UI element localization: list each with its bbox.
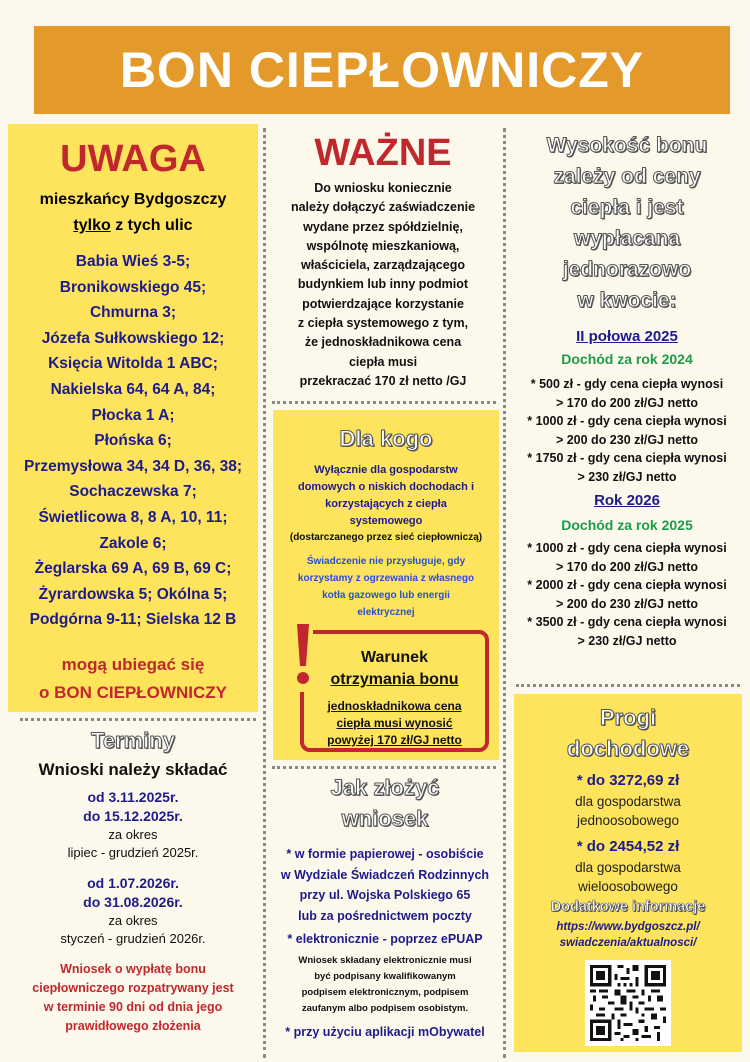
jak-item-line: przy ul. Wojska Polskiego 65: [299, 888, 471, 902]
street-item: Sochaczewska 7;: [69, 483, 197, 501]
terminy-note-line: ciepłowniczego rozpatrywany jest: [32, 981, 234, 995]
page-title: BON CIEPŁOWNICZY: [119, 42, 645, 98]
period2-desc: [8, 912, 258, 948]
street-item: Księcia Witolda 1 ABC;: [48, 355, 218, 373]
wazne-text-line: że jednoskładnikowa cena: [304, 335, 462, 350]
street-item: Bronikowskiego 45;: [59, 278, 207, 296]
warunek-box: [300, 630, 489, 752]
uwaga-footer: [8, 651, 258, 707]
jak-note-line: Wniosek składany elektronicznie musi: [298, 955, 472, 966]
warunek-title-line: Warunek: [361, 649, 428, 666]
wazne-text-line: budynkiem lub inny podmiot: [297, 277, 469, 292]
dla-kogo-note-line: kotła gazowego lub energii: [322, 590, 450, 601]
warunek-text-line: powyżej 170 zł/GJ netto: [327, 733, 462, 747]
period1-desc: [8, 826, 258, 862]
jak-item-app: * przy użyciu aplikacji mObywatel: [285, 1025, 485, 1039]
amount-line: > 200 do 230 zł/GJ netto: [555, 432, 699, 447]
jak-item-electronic: * elektronicznie - poprzez ePUAP: [287, 932, 483, 946]
street-item: Józefa Sułkowskiego 12;: [41, 329, 225, 347]
wazne-text-line: potwierdzające korzystanie: [302, 296, 464, 311]
jak-section: [270, 772, 500, 1039]
dla-kogo-text: [273, 462, 499, 530]
wysokosc-heading-line: Wysokość bonu: [546, 134, 708, 157]
street-item: Żyrardowska 5; Okólna 5;: [38, 585, 228, 603]
info-link-line[interactable]: https://www.bydgoszcz.pl/: [556, 921, 700, 933]
warunek-text: [304, 698, 485, 749]
dla-kogo-heading: Dla kogo: [339, 426, 433, 451]
period1-end: do 15.12.2025r.: [83, 808, 183, 824]
amount-line: * 500 zł - gdy cena ciepła wynosi: [530, 377, 724, 391]
threshold-desc-line: dla gospodarstwa: [575, 794, 681, 809]
amount-line: * 1000 zł - gdy cena ciepła wynosi: [527, 414, 727, 428]
amount-line: * 1000 zł - gdy cena ciepła wynosi: [527, 541, 727, 555]
street-item: Płocka 1 A;: [91, 406, 175, 424]
dla-kogo-line: Wyłącznie dla gospodarstw: [314, 464, 458, 476]
jak-item-line: * w formie papierowej - osobiście: [286, 847, 484, 861]
street-item: Żeglarska 69 A, 69 B, 69 C;: [34, 560, 232, 578]
wazne-section: [270, 128, 496, 391]
wysokosc-heading-line: jednorazowo: [562, 258, 692, 281]
title-banner: [34, 26, 730, 114]
threshold-single: * do 3272,69 zł: [576, 772, 680, 789]
amount-line: > 230 zł/GJ netto: [577, 469, 677, 484]
divider: [516, 684, 740, 687]
terminy-sub: Wnioski należy składać: [38, 760, 228, 779]
jak-item-line: lub za pośrednictwem poczty: [298, 908, 472, 923]
period2-desc-line: za okres: [108, 913, 158, 928]
wazne-text-line: z ciepła systemowego z tym,: [297, 316, 469, 331]
uwaga-heading: UWAGA: [60, 138, 206, 180]
wysokosc-heading-line: ciepła i jest: [570, 196, 684, 219]
uwaga-sub1: mieszkańcy Bydgoszczy: [39, 191, 227, 208]
period2-end: do 31.08.2026r.: [83, 894, 183, 910]
wysokosc-heading-line: wypłacana: [573, 227, 681, 250]
jak-item-paper: [270, 844, 500, 926]
column-divider-right: [503, 128, 506, 1058]
divider: [272, 401, 496, 404]
progi-heading: [514, 702, 742, 764]
divider: [20, 718, 256, 721]
wazne-text-line: wspólnotę mieszkaniową,: [306, 238, 460, 253]
terminy-note: [8, 960, 258, 1036]
warunek-title-line: otrzymania bonu: [330, 671, 459, 688]
terminy-note-line: prawidłowego złożenia: [65, 1019, 201, 1033]
street-item: Płońska 6;: [94, 432, 172, 450]
period1-start: od 3.11.2025r.: [87, 789, 179, 805]
period1-dates: [8, 788, 258, 826]
uwaga-sub2-rest: z tych ulic: [110, 217, 193, 234]
wazne-text-line: wydane przez spółdzielnię,: [303, 219, 463, 234]
amount-line: * 3500 zł - gdy cena ciepła wynosi: [527, 615, 727, 629]
progi-heading-line: Progi: [599, 705, 657, 730]
street-item: Podgórna 9-11; Sielska 12 B: [29, 611, 237, 629]
warunek-title: [304, 647, 485, 691]
jak-note-line: być podpisany kwalifikowanym: [314, 971, 456, 982]
dla-kogo-note-line: elektrycznej: [357, 607, 415, 618]
uwaga-footer-line2: o BON CIEPŁOWNICZY: [39, 682, 227, 702]
warunek-text-line: jednoskładnikowa cena: [327, 699, 462, 713]
dla-kogo-note: [273, 553, 499, 621]
exclamation-icon: [293, 622, 313, 692]
street-item: Zakole 6;: [99, 534, 167, 552]
warunek-text-line: ciepła musi wynosić: [336, 716, 453, 730]
info-link-line[interactable]: swiadczenia/aktualnosci/: [559, 937, 697, 949]
wazne-text-line: Do wniosku koniecznie: [314, 181, 452, 195]
jak-heading: [270, 772, 500, 834]
jak-heading-line: wniosek: [341, 806, 429, 831]
wazne-text: [270, 179, 496, 391]
period2-start: od 1.07.2026r.: [87, 875, 179, 891]
jak-note-line: podpisem elektronicznym, podpisem: [301, 987, 469, 998]
jak-note-line: zaufanym albo podpisem osobistym.: [301, 1003, 469, 1014]
column-divider-left: [263, 128, 266, 1058]
terminy-section: [8, 728, 258, 1036]
amount-line: > 230 zł/GJ netto: [577, 633, 677, 648]
wazne-text-line: należy dołączyć zaświadczenie: [290, 200, 476, 215]
income-2025: Dochód za rok 2025: [561, 517, 693, 533]
wysokosc-heading-line: w kwocie:: [577, 289, 677, 312]
amount-line: > 170 do 200 zł/GJ netto: [555, 395, 699, 410]
street-item: Nakielska 64, 64 A, 84;: [50, 380, 216, 398]
street-item: Przemysłowa 34, 34 D, 36, 38;: [24, 457, 242, 475]
dla-kogo-paren: (dostarczanego przez sieć ciepłowniczą): [289, 532, 483, 543]
threshold-multi: * do 2454,52 zł: [576, 838, 680, 855]
dla-kogo-note-line: Świadczenie nie przysługuje, gdy: [306, 556, 466, 567]
period1-desc-line: za okres: [108, 827, 158, 842]
amount-line: * 1750 zł - gdy cena ciepła wynosi: [527, 451, 727, 465]
period2-desc-line: styczeń - grudzień 2026r.: [60, 931, 206, 946]
wysokosc-heading-line: zależy od ceny: [553, 165, 701, 188]
wysokosc-section: [508, 130, 746, 650]
period1-desc-line: lipiec - grudzień 2025r.: [67, 845, 199, 860]
uwaga-sub2: [8, 217, 258, 235]
period2-dates: [8, 874, 258, 912]
dla-kogo-line: systemowego: [349, 515, 423, 527]
threshold-desc-line: dla gospodarstwa: [575, 860, 681, 875]
street-list: [8, 249, 258, 633]
heading-2026: Rok 2026: [594, 492, 660, 509]
wysokosc-heading: [508, 130, 746, 316]
street-item: Babia Wieś 3-5;: [75, 253, 191, 270]
wazne-text-line: właściciela, zarządzającego: [301, 258, 465, 273]
divider: [272, 766, 496, 769]
progi-heading-line: dochodowe: [566, 736, 690, 761]
jak-item-electronic-note: [270, 953, 500, 1017]
wazne-text-line: przekraczać 170 zł netto /GJ: [299, 373, 467, 388]
threshold-desc-line: wieloosobowego: [578, 879, 678, 894]
jak-heading-line: Jak złożyć: [330, 775, 440, 800]
heading-2025: II połowa 2025: [576, 328, 678, 345]
wazne-text-line: ciepła musi: [348, 354, 418, 369]
amount-line: * 2000 zł - gdy cena ciepła wynosi: [527, 578, 727, 592]
threshold-multi-desc: [514, 858, 742, 896]
dla-kogo-line: korzystających z ciepła: [325, 498, 447, 510]
terminy-note-line: Wniosek o wypłatę bonu: [60, 962, 206, 976]
dla-kogo-note-line: korzystamy z ogrzewania z własnego: [297, 573, 475, 584]
amounts-2026: [508, 539, 746, 650]
uwaga-sub2-underlined: tylko: [73, 217, 111, 234]
uwaga-footer-line1: mogą ubiegać się: [61, 654, 205, 674]
terminy-heading: Terminy: [91, 728, 175, 753]
more-info-heading: Dodatkowe informacje: [550, 899, 706, 915]
threshold-single-desc: [514, 792, 742, 830]
jak-item-line: w Wydziale Świadczeń Rodzinnych: [280, 867, 490, 882]
street-item: Świetlicowa 8, 8 A, 10, 11;: [38, 508, 228, 526]
wazne-heading: WAŻNE: [314, 132, 452, 174]
amount-line: > 170 do 200 zł/GJ netto: [555, 559, 699, 574]
street-item: Chmurna 3;: [89, 304, 177, 322]
amount-line: > 200 do 230 zł/GJ netto: [555, 596, 699, 611]
amounts-2025: [508, 375, 746, 486]
terminy-note-line: w terminie 90 dni od dnia jego: [43, 1000, 223, 1014]
dla-kogo-line: domowych o niskich dochodach i: [297, 481, 475, 493]
uwaga-section: [8, 124, 258, 712]
info-link[interactable]: [514, 919, 742, 951]
qr-code-icon[interactable]: [585, 960, 671, 1046]
income-2024: Dochód za rok 2024: [561, 351, 693, 367]
threshold-desc-line: jednoosobowego: [576, 813, 680, 828]
